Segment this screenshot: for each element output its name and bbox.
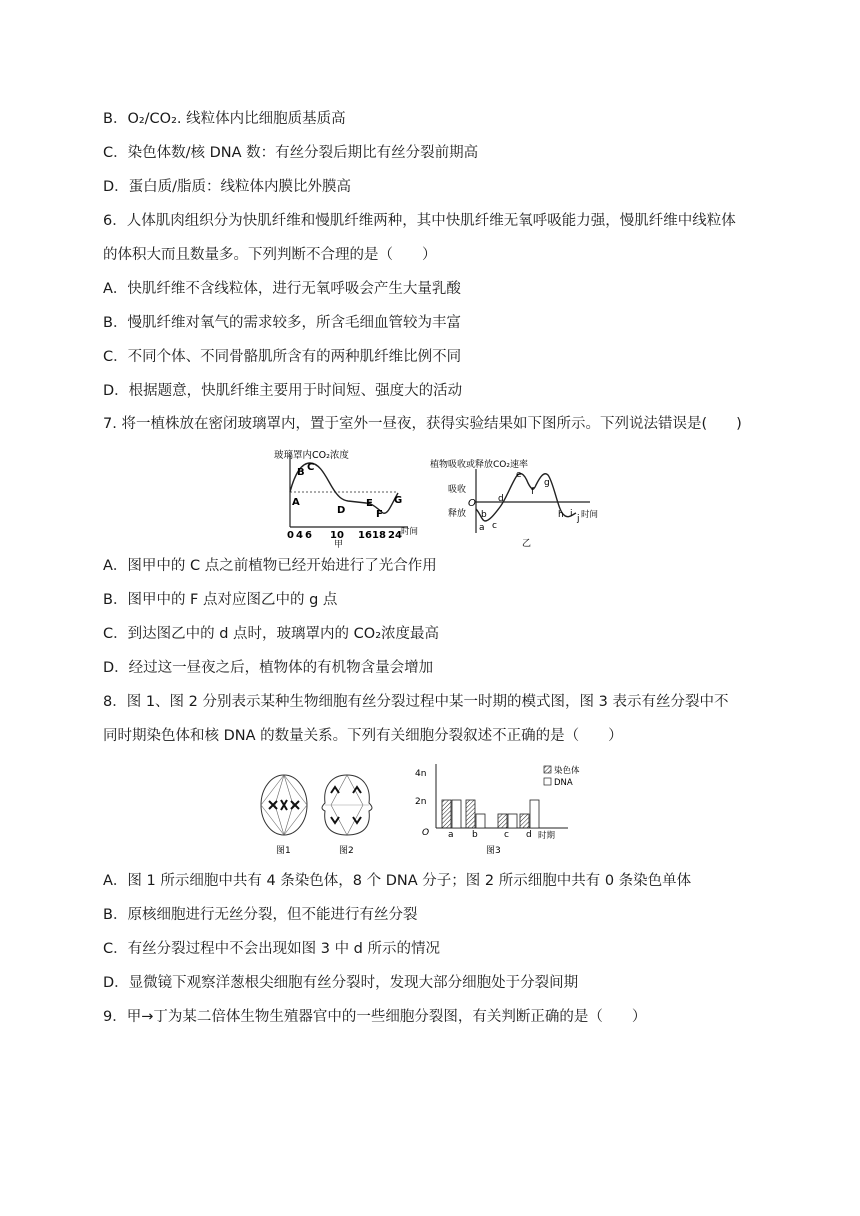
yi-y-up: 吸收	[448, 485, 467, 495]
bar-a-dna	[452, 800, 461, 828]
jia-tick-24: 24	[388, 530, 402, 541]
jia-title: 玻璃罩内CO₂浓度	[274, 450, 349, 461]
option-8d: D．显微镜下观察洋葱根尖细胞有丝分裂时，发现大部分细胞处于分裂间期	[103, 975, 579, 991]
fig3-x-unit: 时期	[538, 831, 556, 841]
fig3-category-d: d	[526, 830, 532, 840]
question-7-stem: 7. 将一植株放在密闭玻璃罩内，置于室外一昼夜，获得实验结果如下图所示。下列说法错误是( )	[103, 416, 742, 432]
bar-d-dna	[530, 800, 539, 828]
option-7b: B．图甲中的 F 点对应图乙中的 g 点	[103, 592, 338, 608]
yi-origin: O	[468, 498, 476, 509]
option-7a: A．图甲中的 C 点之前植物已经开始进行了光合作用	[103, 558, 437, 574]
legend-swatch-chromosome	[544, 766, 551, 773]
jia-x-unit: 时间	[401, 527, 419, 537]
bar-d-chromosome	[520, 814, 529, 828]
bar-b-dna	[476, 814, 485, 828]
cell-caption-2: 图2	[339, 846, 354, 856]
question-6-stem: 6．人体肌肉组织分为快肌纤维和慢肌纤维两种，其中快肌纤维无氧呼吸能力强，慢肌纤维中线粒体	[103, 213, 736, 229]
jia-tick-16: 16	[358, 530, 372, 541]
question-9-stem: 9．甲→丁为某二倍体生物生殖器官中的一些细胞分裂图，有关判断正确的是（ ）	[103, 1009, 647, 1025]
option-6c: C．不同个体、不同骨骼肌所含有的两种肌纤维比例不同	[103, 349, 462, 365]
jia-tick-10: 10	[330, 530, 344, 541]
jia-point-b: B	[297, 467, 305, 478]
fig3-category-b: b	[472, 830, 478, 840]
jia-tick-0: 0	[287, 530, 294, 541]
jia-point-c: C	[307, 462, 315, 473]
figure-jia-co2-curve	[270, 447, 419, 550]
option-7d: D．经过这一昼夜之后，植物体的有机物含量会增加	[103, 660, 434, 676]
yi-point-d: d	[498, 494, 504, 504]
cell-figure-2	[322, 775, 372, 835]
fig3-origin: O	[422, 828, 430, 838]
jia-point-f: F	[376, 509, 383, 520]
yi-x-unit: 时间	[581, 510, 599, 520]
yi-y-down: 释放	[448, 509, 467, 519]
bar-c-chromosome	[498, 814, 507, 828]
jia-point-g: G	[394, 495, 403, 506]
bar-c-dna	[508, 814, 517, 828]
fig3-legend-chromosome: 染色体	[554, 766, 580, 776]
option-8b: B．原核细胞进行无丝分裂，但不能进行有丝分裂	[103, 907, 418, 923]
jia-tick-18: 18	[372, 530, 386, 541]
option-5d: D．蛋白质/脂质：线粒体内膜比外膜高	[103, 179, 352, 195]
yi-point-f: f	[531, 487, 535, 497]
option-8c: C．有丝分裂过程中不会出现如图 3 中 d 所示的情况	[103, 941, 440, 957]
yi-point-e: e	[516, 470, 522, 480]
fig3-category-a: a	[448, 830, 454, 840]
yi-point-c: c	[492, 521, 497, 531]
yi-point-i: i	[570, 509, 573, 519]
option-6a: A．快肌纤维不含线粒体，进行无氧呼吸会产生大量乳酸	[103, 281, 461, 297]
yi-point-g: g	[544, 478, 550, 488]
yi-title: 植物吸收或释放CO₂速率	[430, 460, 528, 470]
bar-a-chromosome	[442, 800, 451, 828]
fig3-y-tick-2n: 2n	[415, 797, 427, 807]
fig3-y-tick-4n: 4n	[415, 769, 427, 779]
yi-point-j: j	[577, 514, 580, 524]
fig3-legend-dna: DNA	[554, 778, 573, 788]
option-6b: B．慢肌纤维对氧气的需求较多，所含毛细血管较为丰富	[103, 315, 461, 331]
option-6d: D．根据题意，快肌纤维主要用于时间短、强度大的活动	[103, 383, 463, 399]
figure-yi-co2-rate	[430, 457, 598, 549]
figure-3-bar-chart	[412, 760, 580, 858]
jia-point-d: D	[337, 505, 346, 516]
jia-tick-6: 6	[305, 530, 312, 541]
option-5c: C．染色体数/核 DNA 数：有丝分裂后期比有丝分裂前期高	[103, 145, 479, 161]
yi-point-h: h	[558, 510, 564, 520]
fig3-caption: 图3	[486, 846, 501, 856]
yi-caption: 乙	[522, 539, 532, 549]
yi-point-a: a	[479, 523, 485, 533]
cell-figure-1	[261, 775, 307, 835]
bar-b-chromosome	[466, 800, 475, 828]
fig3-category-c: c	[504, 830, 509, 840]
jia-point-a: A	[292, 497, 300, 508]
question-6-stem-cont: 的体积大而且数量多。下列判断不合理的是（ ）	[103, 247, 437, 263]
question-8-stem: 8．图 1、图 2 分别表示某种生物细胞有丝分裂过程中某一时期的模式图，图 3 表示有丝分裂中不	[103, 694, 729, 710]
jia-caption: 甲	[334, 540, 344, 550]
yi-point-b: b	[481, 510, 487, 520]
cell-caption-1: 图1	[276, 846, 291, 856]
jia-point-e: E	[366, 498, 373, 509]
legend-swatch-dna	[544, 778, 551, 785]
jia-tick-4: 4	[296, 530, 303, 541]
figure-cells-1-2	[255, 767, 377, 859]
option-8a: A．图 1 所示细胞中共有 4 条染色体，8 个 DNA 分子；图 2 所示细胞中共有 0 条染色单体	[103, 873, 692, 889]
option-5b: B．O₂/CO₂. 线粒体内比细胞质基质高	[103, 111, 346, 127]
question-8-stem-cont: 同时期染色体和核 DNA 的数量关系。下列有关细胞分裂叙述不正确的是（ ）	[103, 728, 623, 744]
option-7c: C．到达图乙中的 d 点时，玻璃罩内的 CO₂浓度最高	[103, 626, 440, 642]
